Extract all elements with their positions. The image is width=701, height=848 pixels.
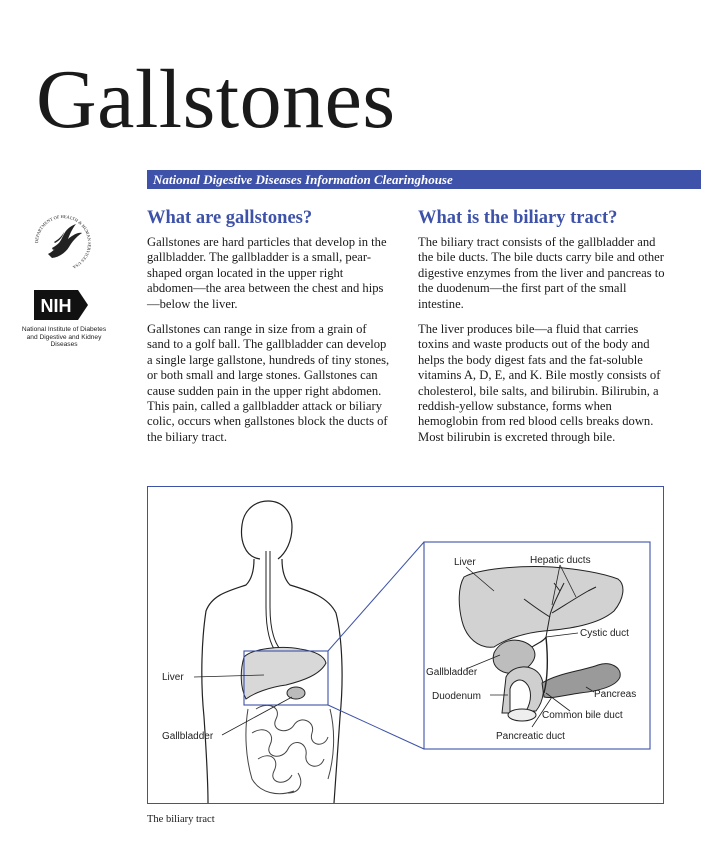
inset-label-common-bile-duct: Common bile duct	[542, 710, 623, 721]
inset-label-gallbladder: Gallbladder	[426, 667, 478, 678]
biliary-tract-figure	[147, 486, 664, 804]
page-title: Gallstones	[36, 53, 396, 146]
paragraph: Gallstones can range in size from a grain of sand to a golf ball. The gallbladder can develop a single large gallstone, hundreds of tiny stones, or both small and large stones. Gallstones can cause sudden pain in the upper right abdomen. This pain, called a gallbladder attack or biliary colic, occurs when gallstones block the ducts of the biliary tract.	[147, 322, 390, 444]
body-label-gallbladder: Gallbladder	[162, 731, 214, 742]
inset-label-pancreatic-duct: Pancreatic duct	[496, 731, 565, 742]
nih-caption: National Institute of Diabetes and Digestive and Kidney Diseases	[21, 326, 107, 349]
biliary-tract-illustration	[148, 487, 663, 803]
section-heading: What is the biliary tract?	[418, 208, 618, 228]
paragraph: The biliary tract consists of the gallbladder and the bile ducts. The bile ducts carry bile and other digestive enzymes from the liver and pancreas to the duodenum—the first part of the small intestine.	[418, 235, 665, 311]
section-heading: What are gallstones?	[147, 208, 313, 228]
hhs-seal-icon	[32, 212, 94, 274]
inset-label-hepatic-ducts: Hepatic ducts	[530, 555, 591, 566]
inset-label-cystic-duct: Cystic duct	[580, 628, 629, 639]
figure-caption: The biliary tract	[147, 814, 215, 825]
nih-logo-text: NIH	[40, 296, 72, 316]
seal-text: DEPARTMENT OF HEALTH & HUMAN SERVICES USA	[33, 213, 93, 270]
inset-label-duodenum: Duodenum	[432, 691, 481, 702]
inset-label-liver: Liver	[454, 557, 476, 568]
paragraph: The liver produces bile—a fluid that carries toxins and waste products out of the body and helps the body digest fats and the fat-soluble vitamins A, D, E, and K. Bile mostly consists of cholesterol, bile salts, and bilirubin. Bilirubin, a reddish-yellow substance, forms when hemoglobin from red blood cells breaks down. Most bilirubin is excreted through bile.	[418, 322, 661, 444]
inset-label-pancreas: Pancreas	[594, 689, 637, 700]
intestines	[246, 705, 334, 793]
nih-logo-icon	[34, 290, 90, 320]
paragraph: Gallstones are hard particles that develop in the gallbladder. The gallbladder is a small, pear-shaped organ located in the upper right abdomen—the area between the chest and hips—below the liver.	[147, 235, 387, 311]
body-label-liver: Liver	[162, 672, 184, 683]
clearinghouse-banner: National Digestive Diseases Information Clearinghouse	[147, 170, 701, 189]
section-what-is-biliary-tract	[418, 208, 668, 455]
section-what-are-gallstones	[147, 208, 391, 455]
